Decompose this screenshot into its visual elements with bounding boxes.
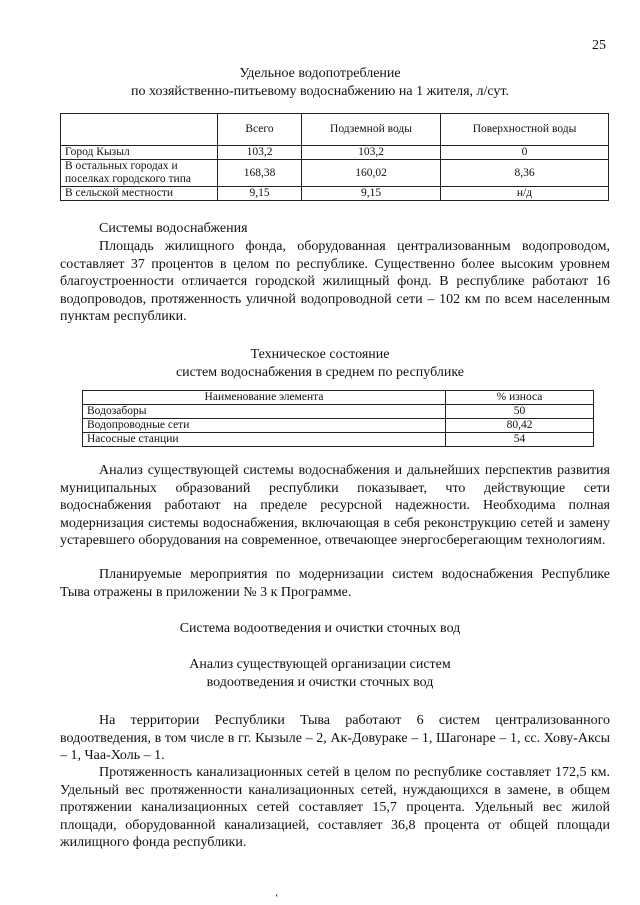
header-cell [61, 114, 218, 146]
row-value: 9,15 [302, 187, 441, 201]
table-row [83, 419, 594, 433]
sewage-subtitle-line2: водоотведения и очистки сточных вод [206, 675, 434, 690]
row-value: 8,36 [441, 160, 609, 187]
sewage-systems-paragraph: На территории Республики Тыва работают 6 систем централизованного водоотведения, в том числе в гг. Кызыле – 2, Ак-Довураке – 1, Шагонаре – 1, сс. Хову-Аксы – 1, Чаа-Холь – 1. [60, 713, 610, 763]
row-label: Город Кызыл [61, 146, 218, 160]
row-value: 50 [446, 405, 594, 419]
table-header-row [61, 114, 609, 146]
planned-measures-paragraph: Планируемые мероприятия по модернизации систем водоснабжения Республике Тыва отражены в приложении № 3 к Программе. [60, 567, 610, 600]
header-cell: % износа [446, 391, 594, 405]
table-row [61, 187, 609, 201]
table-row [83, 405, 594, 419]
table1-title-line2: по хозяйственно-питьевому водоснабжению на 1 жителя, л/сут. [131, 84, 509, 99]
sewage-section-title: Система водоотведения и очистки сточных вод [179, 621, 461, 636]
row-value: 103,2 [302, 146, 441, 160]
table2-title-line1: Техническое состояние [250, 347, 390, 362]
table-header-row [83, 391, 594, 405]
wear-table [82, 390, 594, 447]
row-value: 54 [446, 433, 594, 447]
water-supply-paragraph: Площадь жилищного фонда, оборудованная централизованным водопроводом, составляет 37 процентов в целом по республике. Существенно более высоким уровнем благоустроенности отличается городской жилищный фонд. В республике работают 16 водопроводов, протяженность уличной водопроводной сети – 102 км по всем населенным пунктам республики. [60, 239, 610, 324]
row-label: Водопроводные сети [83, 419, 446, 433]
header-cell: Всего [218, 114, 302, 146]
row-label: Водозаборы [83, 405, 446, 419]
sewage-subtitle-line1: Анализ существующей организации систем [189, 657, 451, 672]
header-cell: Наименование элемента [83, 391, 446, 405]
row-value: 9,15 [218, 187, 302, 201]
sewage-networks-paragraph: Протяженность канализационных сетей в целом по республике составляет 172,5 км. Удельный вес протяженности канализационных сетей, нуждающихся в замене, в общем протяжении канализационных сетей составляет 15,7 процента. Удельный вес жилой площади, оборудованной канализацией, составляет 36,8 процента от общей площади жилищного фонда республики. [60, 765, 610, 850]
table1-title-line1: Удельное водопотребление [239, 66, 401, 81]
row-value: 103,2 [218, 146, 302, 160]
row-value: 0 [441, 146, 609, 160]
row-label: В остальных городах и поселках городского типа [61, 160, 218, 187]
table-row [61, 160, 609, 187]
header-cell: Подземной воды [302, 114, 441, 146]
row-label: Насосные станции [83, 433, 446, 447]
row-value: 80,42 [446, 419, 594, 433]
footer-mark: ‘ [275, 893, 279, 904]
header-cell: Поверхностной воды [441, 114, 609, 146]
water-consumption-table [60, 113, 609, 201]
section-heading-water-supply: Системы водоснабжения [99, 221, 248, 236]
row-label: В сельской местности [61, 187, 218, 201]
table2-title-line2: систем водоснабжения в среднем по республике [175, 365, 465, 380]
page-number: 25 [592, 38, 606, 53]
row-value: 160,02 [302, 160, 441, 187]
table-row [61, 146, 609, 160]
table-row [83, 433, 594, 447]
row-value: н/д [441, 187, 609, 201]
row-value: 168,38 [218, 160, 302, 187]
analysis-paragraph: Анализ существующей системы водоснабжения и дальнейших перспектив развития муниципальных образований республики показывает, что действующие сети водоснабжения работают на пределе ресурсной надежности. Необходима полная модернизация системы водоснабжения, включающая в себя реконструкцию сетей и замену устаревшего оборудования на современное, отвечающее энергосберегающим технологиям. [60, 463, 610, 548]
